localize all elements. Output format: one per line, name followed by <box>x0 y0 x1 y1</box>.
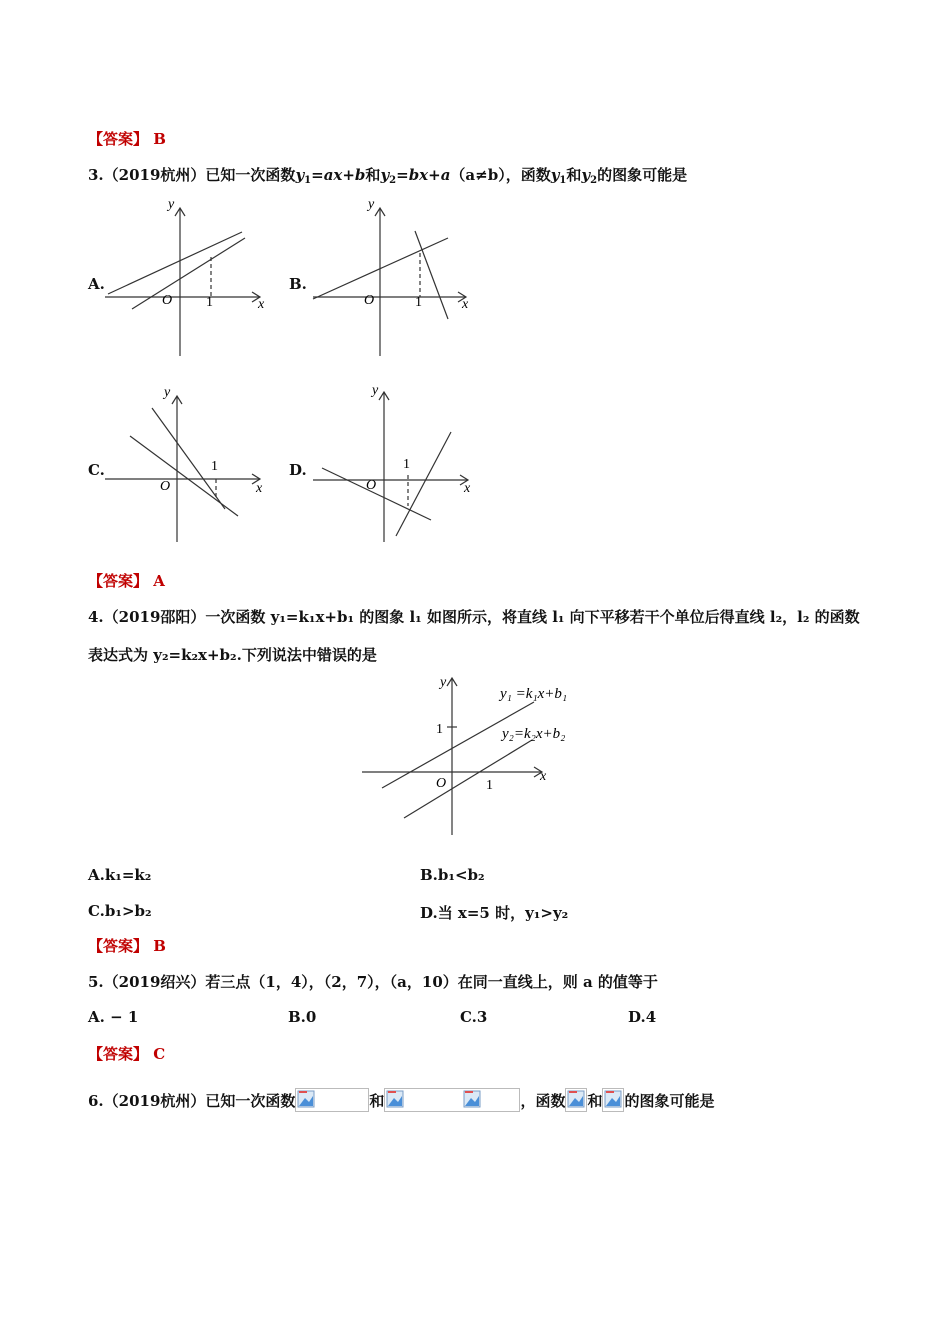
svg-text:1: 1 <box>436 722 443 737</box>
svg-text:x: x <box>540 769 547 784</box>
broken-image-icon <box>565 1088 587 1112</box>
option-b-label: B. <box>289 275 307 293</box>
question-4-line2: 表达式为 y₂=k₂x+b₂.下列说法中错误的是 <box>88 646 377 664</box>
svg-text:1: 1 <box>403 457 410 472</box>
graph-c <box>100 384 270 544</box>
svg-text:1: 1 <box>206 295 213 310</box>
q5-option-d: D.4 <box>628 1008 657 1026</box>
answer-q2 <box>88 128 166 149</box>
answer-label: 【答案】 <box>88 130 149 148</box>
q5-option-b: B.0 <box>288 1008 317 1026</box>
svg-text:O: O <box>436 776 447 791</box>
q5-option-c: C.3 <box>460 1008 488 1026</box>
answer-q5: 【答案】 C <box>88 1045 166 1063</box>
graph-a <box>100 196 270 356</box>
line-l2 <box>404 740 532 818</box>
line-1 <box>108 232 242 294</box>
svg-text:O: O <box>364 293 375 308</box>
option-d-label: D. <box>289 461 307 479</box>
svg-text:O: O <box>160 479 171 494</box>
line-2 <box>132 238 245 309</box>
svg-text:O: O <box>162 293 173 308</box>
q4-option-b: B.b₁<b₂ <box>420 866 485 884</box>
broken-image-icon <box>384 1088 520 1112</box>
q5-option-a: A. − 1 <box>88 1008 139 1026</box>
svg-text:y: y <box>372 383 379 398</box>
svg-text:y: y <box>368 197 375 212</box>
q4-option-a: A.k₁=k₂ <box>88 866 152 884</box>
question-4: 4.（2019邵阳）一次函数 y₁=k₁x+b₁ 的图象 l₁ 如图所示，将直线 l₁ 向下平移若干个单位后得直线 l₂，l₂ 的函数 <box>88 608 860 626</box>
svg-text:1: 1 <box>211 459 218 474</box>
answer-q3: 【答案】 A <box>88 572 165 590</box>
graph-d <box>308 380 478 540</box>
graph-b <box>308 196 478 356</box>
option-a-label: A. <box>88 275 105 293</box>
label-l2: y₂=k₂x+b₂ <box>502 726 566 742</box>
svg-text:1: 1 <box>486 778 493 793</box>
svg-text:x: x <box>258 297 265 312</box>
line-l1 <box>382 702 534 788</box>
broken-image-icon <box>295 1088 369 1112</box>
q4-option-c: C.b₁>b₂ <box>88 902 152 920</box>
svg-text:x: x <box>464 481 471 496</box>
svg-text:x: x <box>256 481 263 496</box>
svg-text:x: x <box>462 297 469 312</box>
svg-text:y: y <box>164 385 171 400</box>
label-l1: y₁ =k₁x+b₁ <box>500 686 568 702</box>
option-c-label: C. <box>88 461 105 479</box>
graph-q4 <box>362 670 602 840</box>
question-6: 6.（2019杭州）已知一次函数 和 ，函数 和 的图象可能是 <box>88 1088 714 1112</box>
broken-image-icon <box>602 1088 624 1112</box>
answer-q4: 【答案】 B <box>88 937 166 955</box>
svg-text:y: y <box>440 675 447 690</box>
svg-text:1: 1 <box>415 295 422 310</box>
svg-text:O: O <box>366 478 377 493</box>
svg-text:y: y <box>168 197 175 212</box>
question-5: 5.（2019绍兴）若三点（1，4），（2，7），（a，10）在同一直线上，则 a 的值等于 <box>88 973 658 991</box>
question-3: 3.（2019杭州）已知一次函数$y_1=ax+b$和$y_2=bx+a(a\ne b)$，函数$y_1$和$y_2$的图象可能是 <box>88 166 688 186</box>
q4-option-d: D.当 x=5 时，y₁>y₂ <box>420 904 569 922</box>
answer-value: B <box>153 130 166 148</box>
